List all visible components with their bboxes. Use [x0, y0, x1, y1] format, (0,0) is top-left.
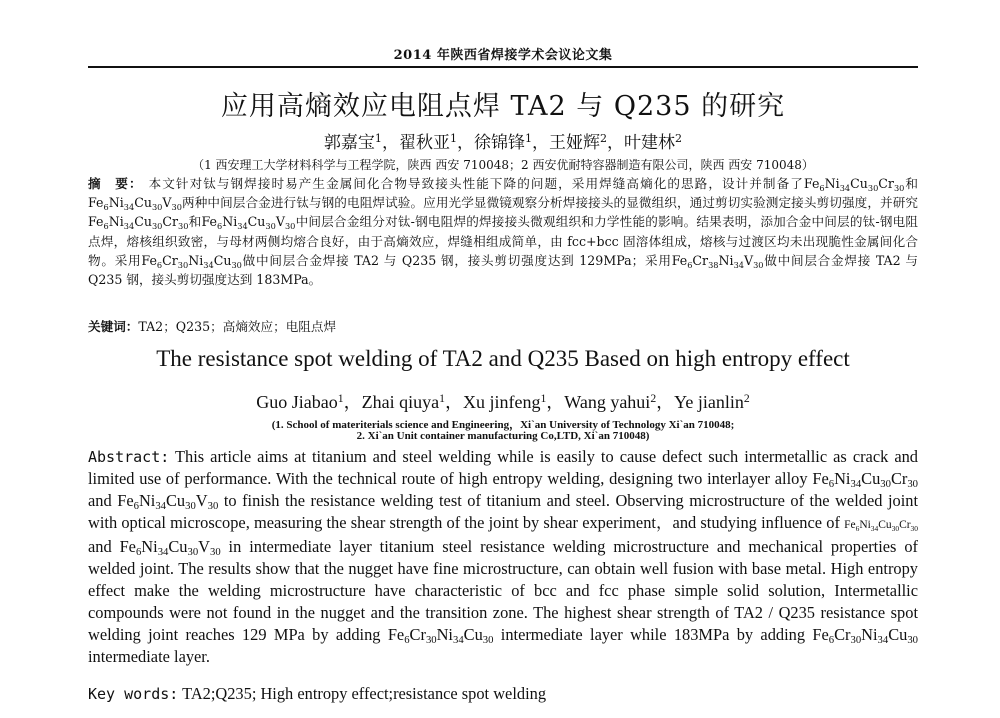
chinese-abstract-label: 摘 要： — [88, 176, 143, 191]
author-affiliation-mark: 2 — [675, 132, 683, 145]
alloy-formula: $Fe_6Cr_{30}Ni_{34}Cu_{30}$ — [812, 625, 918, 646]
author-name: 王娅辉 — [549, 133, 601, 153]
alloy-formula: $Fe_6Ni_{34}Cu_{30}V_{30}$ — [201, 214, 296, 232]
english-abstract-body: This article aims at titanium and steel welding while is easily to cause defect such intermetallic as crack and limited use of performance. With the technical route of high entropy welding, designing two interlayer alloy $Fe_6Ni_{34}Cu_{30}Cr_{30}$ and $Fe_6Ni_{34}Cu_{30}V_{30}$ to finish the resistance welding test of titanium and steel. Observing microstructure of the welded joint with optical microscope, measuring the shear strength of the joint by shear experiment，and studying influence of $Fe_6Ni_{34}Cu_{30}Cr_{30}$ and $Fe_6Ni_{34}Cu_{30}V_{30}$ in intermediate layer titanium steel resistance welding microstructure and mechanical properties of welded joint. The results show that the nugget have fine microstructure, can obtain well fusion with base metal. High entropy effect make the welding microstructure have characteristic of bcc and fcc phase simple solid solution, Intermetallic compounds were not found in the nugget and the transition zone. The highest shear strength of TA2 / Q235 resistance spot welding joint reaches 129 MPa by adding $Fe_6Cr_{30}Ni_{34}Cu_{30}$ intermediate layer while 183MPa by adding $Fe_6Cr_{30}Ni_{34}Cu_{30}$ intermediate layer. — [88, 447, 919, 666]
header-rule — [88, 66, 918, 68]
chinese-keywords — [88, 316, 918, 335]
author-name: Xu jinfeng — [462, 392, 541, 412]
alloy-formula: $Fe_6Ni_{34}Cu_{30}Cr_{30}$ — [803, 176, 905, 193]
author-affiliation-mark: 2 — [743, 392, 750, 405]
author-name: Zhai qiuya — [361, 392, 440, 412]
author-name: 翟秋亚 — [398, 133, 450, 153]
running-head: 2014 年陕西省焊接学术会议论文集 — [393, 48, 613, 63]
chinese-keywords-label: 关键词： — [88, 319, 139, 334]
author-affiliation-mark: 1 — [524, 132, 533, 145]
chinese-affiliation: （1 西安理工大学材料科学与工程学院，陕西 西安 710048；2 西安优耐特容器制造有限公司，陕西 西安 710048） — [192, 158, 814, 172]
chinese-keywords-text: TA2；Q235；高熵效应；电阻点焊 — [138, 319, 337, 334]
alloy-formula: $Fe_6Cr_{30}Ni_{34}Cu_{30}$ — [141, 252, 242, 270]
author-affiliation-mark: 1 — [439, 392, 445, 405]
author-name: Ye jianlin — [674, 392, 744, 412]
english-abstract-label: Abstract: — [88, 448, 170, 466]
author-name: Guo Jiabao — [256, 392, 338, 412]
author-affiliation-mark: 1 — [449, 132, 457, 145]
author-affiliation-mark: 1 — [337, 392, 344, 405]
alloy-formula: $Fe_6Ni_{34}Cu_{30}V_{30}$ — [88, 195, 182, 213]
alloy-formula: $Fe_6Ni_{34}Cu_{30}V_{30}$ — [119, 537, 221, 558]
alloy-formula: $Fe_6Cr_{30}Ni_{34}Cu_{30}$ — [387, 625, 494, 646]
english-keywords-text: TA2;Q235; High entropy effect;resistance spot welding — [178, 684, 547, 703]
author-affiliation-mark: 1 — [540, 392, 547, 405]
alloy-formula: $Fe_6Cr_{38}Ni_{34}V_{30}$ — [671, 252, 764, 270]
alloy-formula: $Fe_6Ni_{34}Cu_{30}V_{30}$ — [117, 491, 219, 512]
chinese-title: 应用高熵效应电阻点焊 TA2 与 Q235 的研究 — [220, 91, 786, 122]
english-affiliation-line2: 2. Xi`an Unit container manufacturing Co,LTD, Xi`an 710048) — [356, 430, 650, 442]
english-keywords-label: Key words: — [88, 685, 179, 703]
chinese-abstract — [88, 174, 918, 289]
alloy-formula: $Fe_6Ni_{34}Cu_{30}Cr_{30}$ — [812, 469, 918, 490]
alloy-formula: $Fe_6Ni_{34}Cu_{30}Cr_{30}$ — [844, 519, 918, 533]
english-affiliation-line1: (1. School of materiterials science and Engineering，Xi`an University of Technology Xi`an 710048; — [271, 419, 735, 431]
english-authors: Guo Jiabao$^1$，Zhai qiuya$^1$，Xu jinfeng$^1$，Wang yahui$^2$，Ye jianlin$^2$ — [256, 392, 750, 412]
author-name: 徐锦锋 — [473, 133, 525, 153]
english-abstract — [88, 446, 918, 668]
author-name: Wang yahui — [564, 392, 651, 412]
english-keywords — [88, 684, 918, 704]
author-name: 叶建林 — [624, 133, 676, 153]
author-affiliation-mark: 1 — [374, 132, 382, 145]
english-title: The resistance spot welding of TA2 and Q235 Based on high entropy effect — [156, 346, 850, 371]
author-name: 郭嘉宝 — [323, 133, 375, 153]
chinese-abstract-body: 本文针对钛与钢焊接时易产生金属间化合物导致接头性能下降的问题，采用焊缝高熵化的思路，设计并制备了$Fe_6Ni_{34}Cu_{30}Cr_{30}$和$Fe_6Ni_{34}Cu_{30}V_{30}$两种中间层合金进行钛与钢的电阻焊试验。应用光学显微镜观察分析焊接接头的显微组织，通过剪切实验测定接头剪切强度，并研究$Fe_6Ni_{34}Cu_{30}Cr_{30}$和$Fe_6Ni_{34}Cu_{30}V_{30}$中间层合金组分对钛-钢电阻焊的焊接接头微观组织和力学性能的影响。结果表明，添加合金中间层的钛-钢电阻点焊，熔核组织致密，与母材两侧均熔合良好，由于高熵效应，焊缝相组成简单，由 fcc+bcc 固溶体组成，熔核与过渡区均未出现脆性金属间化合物。采用$Fe_6Cr_{30}Ni_{34}Cu_{30}$做中间层合金焊接 TA2 与 Q235 钢，接头剪切强度达到 129MPa；采用$Fe_6Cr_{38}Ni_{34}V_{30}$做中间层合金焊接 TA2 与 Q235 钢，接头剪切强度达到 183MPa。 — [88, 176, 919, 288]
alloy-formula: $Fe_6Ni_{34}Cu_{30}Cr_{30}$ — [88, 214, 189, 232]
author-affiliation-mark: 2 — [650, 392, 657, 405]
author-affiliation-mark: 2 — [600, 132, 608, 145]
chinese-authors: 郭嘉宝$^1$，翟秋亚$^1$，徐锦锋$^1$，王娅辉$^2$，叶建林$^2$ — [323, 132, 683, 153]
